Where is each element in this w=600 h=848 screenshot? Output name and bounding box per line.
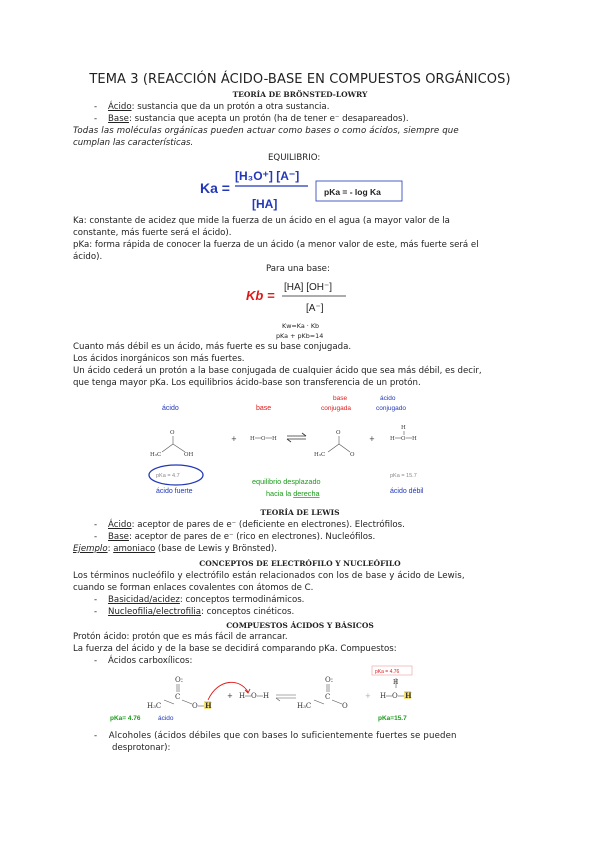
bullet-lewis-acid: - Ácido: aceptor de pares de e⁻ (deficiente en electrones). Electrófilos.	[94, 520, 405, 530]
acetate-structure	[314, 430, 355, 458]
section-heading-lewis: TEORÍA DE LEWIS	[260, 508, 340, 517]
pka-left: pKa= 4.76	[110, 715, 141, 722]
pka-definition: ácido).	[73, 252, 103, 262]
bullet-nucleophilicity: - Nucleofilia/electrofilia: conceptos cinéticos.	[94, 607, 295, 617]
label-acid: ácido	[162, 405, 179, 412]
bullet-lewis-base: - Base: aceptor de pares de e⁻ (rico en electrones). Nucleófilos.	[94, 532, 376, 542]
svg-text:O: O	[170, 430, 175, 436]
pka-formula: pKa = - log Ka	[324, 187, 381, 197]
svg-text:H: H	[263, 692, 270, 700]
alcohols-text: Alcoholes (ácidos débiles que con bases lo suficientemente fuertes se pueden	[108, 731, 457, 741]
label-conjugate-acid: conjugado	[376, 405, 406, 412]
svg-text:H₃C: H₃C	[150, 452, 162, 458]
pka-pkb-relation: pKa + pKb=14	[276, 332, 324, 340]
ka-definition: Ka: constante de acidez que mide la fuerza de un ácido en el agua (a mayor valor de la	[73, 216, 450, 226]
svg-text:H: H	[405, 691, 412, 700]
base-definition: : sustancia que acepta un protón (ha de tener e⁻ desapareados).	[128, 114, 409, 124]
lewis-base-term: Base	[108, 532, 129, 542]
section-heading-bronsted: TEORÍA DE BRÖNSTED-LOWRY	[232, 90, 368, 99]
acetic-acid-structure	[150, 430, 194, 458]
label-shifted-equilibrium: hacia la derecha	[266, 489, 320, 498]
equilibrium-label: EQUILIBRIO:	[268, 153, 321, 163]
svg-text:H: H	[250, 436, 255, 442]
svg-text:H₃C: H₃C	[297, 702, 312, 710]
paragraph-line: Los ácidos inorgánicos son más fuertes.	[73, 354, 245, 364]
hydronium-structure	[390, 425, 417, 442]
label-weak-acid: ácido débil	[390, 488, 424, 495]
section-heading-compounds: COMPUESTOS ÁCIDOS Y BÁSICOS	[226, 621, 374, 630]
kb-formula	[240, 276, 370, 318]
nucleophilicity-definition: : conceptos cinéticos.	[201, 607, 295, 617]
carboxylic-acid-scheme	[100, 664, 440, 724]
carboxylic-label: Ácidos carboxílicos:	[108, 656, 193, 666]
hydronium-structure	[372, 666, 412, 700]
svg-text:O: O	[251, 692, 257, 700]
svg-text:H: H	[239, 692, 246, 700]
svg-text:H: H	[393, 679, 399, 686]
alcohols-text: desprotonar):	[112, 743, 171, 753]
svg-text:+: +	[231, 435, 237, 443]
example-line: Ejemplo: amoniaco (base de Lewis y Brönsted).	[73, 544, 277, 554]
label-conjugate-acid: ácido	[380, 395, 396, 402]
label-conjugate-base: base	[333, 395, 348, 402]
paragraph-line: Un ácido cederá un protón a la base conjugada de cualquier ácido que sea más débil, es decir,	[73, 366, 482, 376]
svg-text:O: O	[401, 436, 406, 442]
svg-text:O:: O:	[175, 676, 184, 684]
bullet-carboxylic: - Ácidos carboxílicos:	[94, 656, 193, 666]
nucleophilicity-term: Nucleofilia/electrofilia	[108, 607, 202, 617]
acetate-structure	[297, 676, 348, 710]
ka-formula	[190, 163, 420, 215]
kb-denominator: [A⁻]	[306, 303, 324, 314]
example-rest: (base de Lewis y Brönsted).	[155, 544, 277, 554]
svg-text:H: H	[401, 425, 406, 431]
paragraph-line: cuando se forman enlaces covalentes con átomos de C.	[73, 583, 314, 593]
bullet-acid: - Ácido: sustancia que da un protón a otra sustancia.	[94, 102, 330, 112]
kw-relation: Kw=Ka · Kb	[282, 322, 320, 330]
page-title: TEMA 3 (REACCIÓN ÁCIDO-BASE EN COMPUESTOS ORGÁNICOS)	[89, 72, 511, 87]
svg-text:O: O	[336, 430, 341, 436]
pka-right: pKa=15.7	[378, 715, 407, 722]
svg-text:C: C	[175, 693, 181, 701]
label-shifted-equilibrium: equilibrio desplazado	[252, 477, 321, 486]
example-term: amoniaco	[113, 544, 156, 554]
section-heading-electrophile: CONCEPTOS DE ELECTRÓFILO Y NUCLEÓFILO	[199, 559, 401, 568]
paragraph-line: La fuerza del ácido y de la base se decidirá comparando pKa. Compuestos:	[73, 644, 397, 654]
label-strong-acid: ácido fuerte	[156, 488, 193, 495]
svg-text:H₃C: H₃C	[314, 452, 326, 458]
ka-numerator: [H₃O⁺] [A⁻]	[235, 169, 300, 183]
svg-text:H: H	[412, 436, 417, 442]
paragraph-line: Los términos nucleófilo y electrófilo están relacionados con los de base y ácido de Lewis,	[73, 571, 465, 581]
base-term: Base	[108, 114, 129, 124]
lewis-base-definition: : aceptor de pares de e⁻ (rico en electrones). Nucleófilos.	[128, 532, 376, 542]
svg-text:H: H	[380, 692, 387, 700]
acid-definition: : sustancia que da un protón a otra sustancia.	[131, 102, 330, 112]
svg-text:H: H	[390, 436, 395, 442]
basicity-definition: : conceptos termodinámicos.	[179, 595, 305, 605]
acid-base-scheme	[140, 390, 470, 505]
pka-right: pKa = 15.7	[390, 473, 417, 479]
pka-left: pKa = 4.7	[156, 473, 180, 479]
ka-lhs: Ka =	[200, 180, 230, 196]
water-structure	[250, 436, 277, 442]
kb-lhs: Kb =	[246, 288, 275, 303]
label-conjugate-base: conjugada	[321, 405, 351, 412]
ka-definition: constante, más fuerte será el ácido).	[73, 228, 232, 238]
svg-text:O: O	[342, 702, 348, 710]
svg-text:O: O	[392, 692, 398, 700]
svg-text:H: H	[205, 701, 212, 710]
svg-text:+: +	[227, 692, 233, 700]
svg-text:O: O	[350, 452, 355, 458]
svg-text:H₃C: H₃C	[147, 702, 162, 710]
note-line: cumplan las características.	[73, 138, 194, 148]
bullet-basicity: - Basicidad/acidez: conceptos termodinámicos.	[94, 595, 305, 605]
label-acid: ácido	[158, 715, 174, 722]
svg-text:OH: OH	[184, 452, 194, 458]
acid-term: Ácido	[108, 102, 132, 112]
note-line: Todas las moléculas orgánicas pueden actuar como bases o como ácidos, siempre que	[73, 126, 459, 136]
svg-text:O:: O:	[325, 676, 334, 684]
svg-text:H: H	[272, 436, 277, 442]
svg-text:O: O	[261, 436, 266, 442]
pka-definition: pKa: forma rápida de conocer la fuerza de un ácido (a menor valor de este, más fuerte será el	[73, 240, 479, 250]
paragraph-line: que tenga mayor pKa. Los equilibrios ácido-base son transferencia de un protón.	[73, 378, 421, 388]
equilibrium-arrows	[276, 695, 296, 701]
example-label: Ejemplo	[73, 544, 108, 554]
lewis-acid-term: Ácido	[108, 520, 132, 530]
water-structure	[239, 692, 269, 700]
label-base: base	[256, 405, 272, 412]
svg-text:+: +	[365, 692, 371, 700]
svg-text:O: O	[192, 702, 198, 710]
kb-label: Para una base:	[266, 264, 330, 274]
svg-text:+: +	[369, 435, 375, 443]
acetic-acid-structure	[147, 676, 212, 710]
svg-text:C: C	[325, 693, 331, 701]
pka-top-right: pKa = 4.76	[375, 669, 400, 675]
equilibrium-arrows	[287, 433, 306, 442]
paragraph-line: Cuanto más débil es un ácido, más fuerte es su base conjugada.	[73, 342, 352, 352]
bullet-alcohols: - Alcoholes (ácidos débiles que con bases lo suficientemente fuertes se pueden	[94, 731, 457, 741]
basicity-term: Basicidad/acidez	[108, 595, 180, 605]
ka-denominator: [HA]	[252, 197, 278, 211]
lewis-acid-definition: : aceptor de pares de e⁻ (deficiente en electrones). Electrófilos.	[131, 520, 405, 530]
kb-numerator: [HA] [OH⁻]	[284, 282, 333, 293]
paragraph-line: Protón ácido: protón que es más fácil de arrancar.	[73, 632, 288, 642]
bullet-base: - Base: sustancia que acepta un protón (ha de tener e⁻ desapareados).	[94, 114, 409, 124]
